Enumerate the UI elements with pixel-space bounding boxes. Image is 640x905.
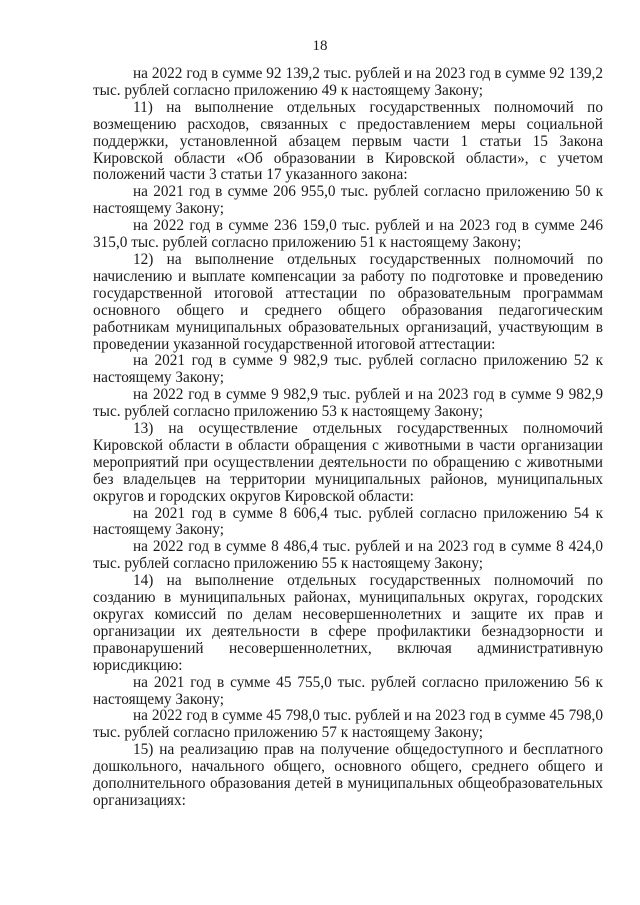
document-body <box>93 66 603 810</box>
paragraph: на 2021 год в сумме 45 755,0 тыс. рублей согласно приложению 56 к настоящему Закону; <box>93 673 603 708</box>
paragraph: на 2021 год в сумме 9 982,9 тыс. рублей согласно приложению 52 к настоящему Закону; <box>93 352 603 387</box>
page-number: 18 <box>312 38 328 54</box>
paragraph: на 2021 год в сумме 8 606,4 тыс. рублей согласно приложению 54 к настоящему Закону; <box>93 504 603 539</box>
paragraph: на 2021 год в сумме 206 955,0 тыс. рублей согласно приложению 50 к настоящему Закону; <box>93 183 603 218</box>
paragraph: на 2022 год в сумме 9 982,9 тыс. рублей и на 2023 год в сумме 9 982,9 тыс. рублей согласно приложению 53 к настоящему Закону; <box>93 386 603 421</box>
paragraph: на 2022 год в сумме 92 139,2 тыс. рублей и на 2023 год в сумме 92 139,2 тыс. рублей согласно приложению 49 к настоящему Закону; <box>93 65 603 99</box>
paragraph: 12) на выполнение отдельных государственных полномочий по начислению и выплате компенсации за работу по подготовке и проведению государственной итоговой аттестации по образовательным программам основного общего и среднего общего образования педагогическим работникам муниципальных образовательных организаций, участвующим в проведении указанной государственной итоговой аттестации: <box>93 250 603 353</box>
paragraph: 15) на реализацию прав на получение общедоступного и бесплатного дошкольного, начального общего, основного общего, среднего общего и дополнительного образования детей в муниципальных общеобразовательных организациях: <box>93 741 603 809</box>
paragraph: на 2022 год в сумме 8 486,4 тыс. рублей и на 2023 год в сумме 8 424,0 тыс. рублей согласно приложению 55 к настоящему Закону; <box>93 538 603 573</box>
paragraph: 14) на выполнение отдельных государственных полномочий по созданию в муниципальных районах, муниципальных округах, городских округах комиссий по делам несовершеннолетних и защите их прав и организации их деятельности в сфере профилактики безнадзорности и правонарушений несовершеннолетних, включая административную юрисдикцию: <box>93 572 603 674</box>
paragraph: на 2022 год в сумме 236 159,0 тыс. рублей и на 2023 год в сумме 246 315,0 тыс. рублей согласно приложению 51 к настоящему Закону; <box>93 217 603 252</box>
paragraph: 13) на осуществление отдельных государственных полномочий Кировской области в области обращения с животными в части организации мероприятий при осуществлении деятельности по обращению с животными без владельцев на территории муниципальных районов, муниципальных округов и городских округов Кировской области: <box>93 420 603 505</box>
paragraph: на 2022 год в сумме 45 798,0 тыс. рублей и на 2023 год в сумме 45 798,0 тыс. рублей согласно приложению 57 к настоящему Закону; <box>93 707 603 742</box>
paragraph: 11) на выполнение отдельных государственных полномочий по возмещению расходов, связанных с предоставлением меры социальной поддержки, установленной абзацем первым части 1 статьи 15 Закона Кировской области «Об образовании в Кировской области», с учетом положений части 3 статьи 17 указанного закона: <box>93 98 603 184</box>
